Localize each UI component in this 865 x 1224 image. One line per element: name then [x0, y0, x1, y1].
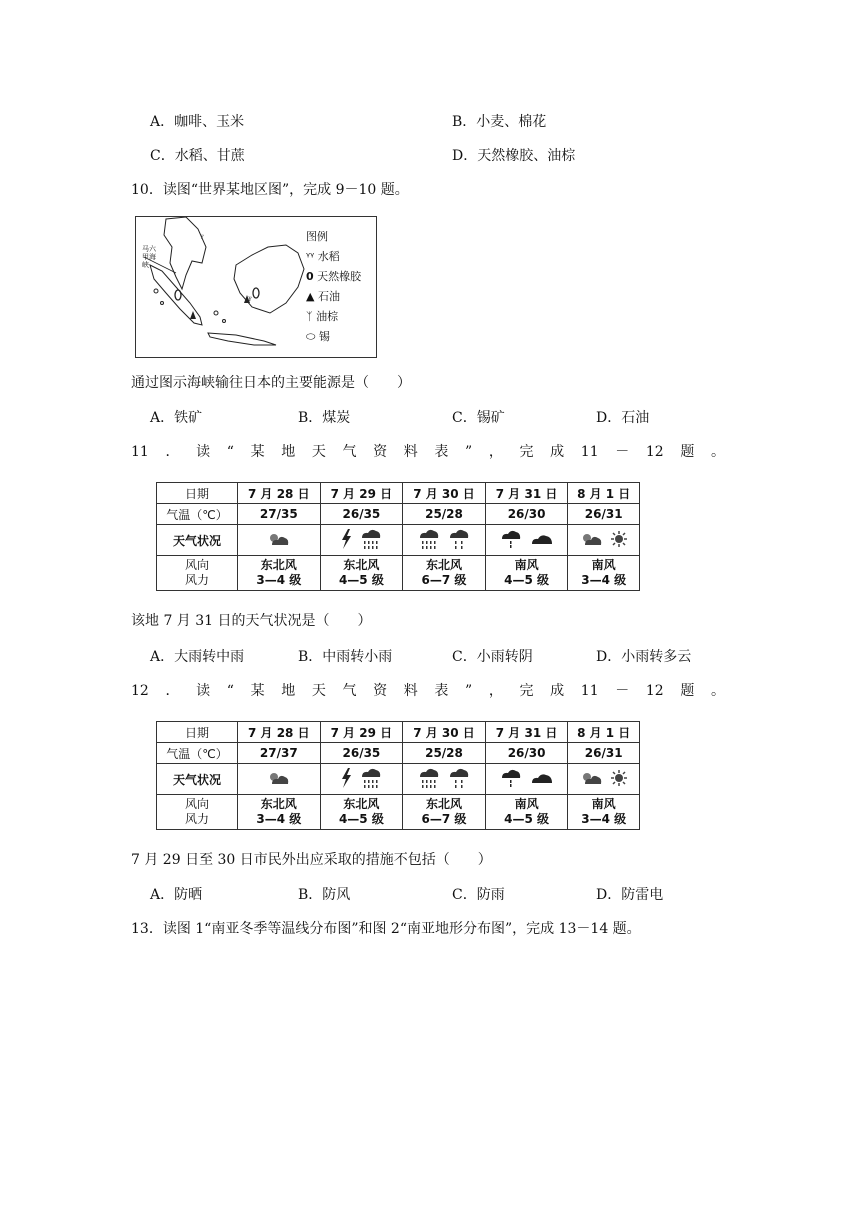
cell-temp: 26/35	[320, 743, 403, 764]
cell-wind: 南风 3—4 级	[568, 795, 640, 830]
q10-option-c[interactable]: C．锡矿	[452, 410, 505, 426]
cell-date: 8 月 1 日	[568, 722, 640, 743]
cell-temp: 27/37	[238, 743, 321, 764]
cell-wind: 东北风 3—4 级	[238, 556, 321, 591]
cell-temp: 26/30	[485, 743, 568, 764]
q12-char: 成	[550, 683, 565, 699]
q11-char: 读	[196, 444, 211, 460]
q11-char: 表	[434, 444, 449, 460]
light-rain-icon	[500, 768, 522, 791]
q12-char: ．	[165, 683, 180, 699]
q12-option-b[interactable]: B．防风	[298, 887, 351, 903]
cell-date: 7 月 29 日	[320, 722, 403, 743]
q12-char: 完	[519, 683, 534, 699]
q12-char: 12	[645, 683, 664, 699]
q12-option-d[interactable]: D．防雷电	[596, 887, 664, 903]
cell-date: 7 月 30 日	[403, 483, 486, 504]
q10-option-a[interactable]: A．铁矿	[150, 410, 203, 426]
cell-date: 7 月 29 日	[320, 483, 403, 504]
cell-weather	[403, 525, 486, 556]
q10-question: 通过图示海峡输往日本的主要能源是（ ）	[131, 375, 411, 391]
palm-icon: ᛉ	[306, 310, 313, 323]
svg-text:ᵞ: ᵞ	[248, 295, 252, 306]
header-wind: 风向 风力	[157, 556, 238, 591]
strait-label: 马六甲海峡	[142, 245, 156, 269]
lightning-icon	[340, 768, 352, 791]
cell-date: 8 月 1 日	[568, 483, 640, 504]
cell-weather	[238, 525, 321, 556]
rubber-icon: 0	[306, 270, 314, 283]
q11-char: 题	[680, 444, 695, 460]
tin-icon: ⬭	[306, 330, 316, 343]
cell-wind: 东北风 4—5 级	[320, 556, 403, 591]
q12-char: 地	[281, 683, 296, 699]
legend-tin: ⬭ 锡	[306, 330, 330, 343]
q12-char: ，	[488, 683, 503, 699]
q11-char: 资	[373, 444, 388, 460]
partly-cloudy-icon	[268, 532, 290, 549]
q13-intro: 13．读图 1“南亚冬季等温线分布图”和图 2“南亚地形分布图”，完成 13－14 题。	[131, 921, 641, 937]
q12-char: 11	[580, 683, 599, 699]
legend-rice: ᵞᵞ 水稻	[306, 250, 340, 263]
q11-char: 。	[711, 444, 725, 460]
q9-option-d[interactable]: D．天然橡胶、油棕	[452, 148, 576, 164]
q11-option-c[interactable]: C．小雨转阴	[452, 649, 533, 665]
partly-cloudy-icon	[268, 771, 290, 788]
cell-temp: 26/35	[320, 504, 403, 525]
q9-option-b[interactable]: B．小麦、棉花	[452, 114, 547, 130]
cell-wind: 东北风 6—7 级	[403, 795, 486, 830]
weather-table-1	[156, 482, 640, 591]
cell-wind: 东北风 6—7 级	[403, 556, 486, 591]
q11-char: －	[615, 444, 630, 460]
lightning-icon	[340, 529, 352, 552]
q11-option-b[interactable]: B．中雨转小雨	[298, 649, 393, 665]
heavy-rain-icon	[360, 528, 382, 553]
cell-temp: 25/28	[403, 504, 486, 525]
cell-weather	[320, 764, 403, 795]
q12-char: 气	[342, 683, 357, 699]
cell-wind: 南风 3—4 级	[568, 556, 640, 591]
q11-char: ”	[465, 444, 473, 460]
q11-intro	[131, 442, 725, 462]
oil-icon: ▲	[306, 290, 315, 303]
legend-oil: ▲ 石油	[306, 290, 340, 303]
cell-weather	[568, 764, 640, 795]
q11-char: 12	[645, 444, 664, 460]
q12-question: 7 月 29 日至 30 日市民外出应采取的措施不包括（ ）	[131, 852, 492, 868]
header-weather: 天气状况	[157, 764, 238, 795]
q12-char: “	[226, 683, 234, 699]
q11-char: 天	[311, 444, 326, 460]
q11-char: 料	[403, 444, 418, 460]
overcast-icon	[530, 772, 554, 787]
rubber-icon	[175, 290, 181, 300]
header-temp: 气温（℃）	[157, 504, 238, 525]
cell-temp: 27/35	[238, 504, 321, 525]
q11-question: 该地 7 月 31 日的天气状况是（ ）	[131, 613, 372, 629]
heavy-rain-icon	[418, 528, 440, 553]
q11-char: 成	[550, 444, 565, 460]
header-wind: 风向 风力	[157, 795, 238, 830]
rice-icon: ᵞᵞ	[306, 250, 315, 263]
header-weather: 天气状况	[157, 525, 238, 556]
q11-char: 某	[250, 444, 265, 460]
q12-char: 料	[403, 683, 418, 699]
q12-char: 某	[250, 683, 265, 699]
weather-table-2	[156, 721, 640, 830]
cell-weather	[568, 525, 640, 556]
cell-date: 7 月 31 日	[485, 483, 568, 504]
q11-option-d[interactable]: D．小雨转多云	[596, 649, 692, 665]
q12-char: 题	[680, 683, 695, 699]
q9-option-a[interactable]: A．咖啡、玉米	[150, 114, 245, 130]
cell-wind: 东北风 3—4 级	[238, 795, 321, 830]
partly-cloudy-icon	[581, 532, 603, 549]
q12-char: 资	[373, 683, 388, 699]
heavy-rain-icon	[418, 767, 440, 792]
q12-option-c[interactable]: C．防雨	[452, 887, 505, 903]
header-temp: 气温（℃）	[157, 743, 238, 764]
q11-char: 气	[342, 444, 357, 460]
q11-char: 11	[580, 444, 599, 460]
q10-option-b[interactable]: B．煤炭	[298, 410, 351, 426]
light-rain-icon	[500, 529, 522, 552]
cell-date: 7 月 28 日	[238, 483, 321, 504]
rice-icon: ᵞ	[200, 233, 204, 244]
q12-char: ”	[465, 683, 473, 699]
q11-char: 地	[281, 444, 296, 460]
sunny-icon	[611, 531, 627, 550]
q11-char: 11	[131, 444, 149, 460]
q12-intro	[131, 681, 725, 701]
sunny-icon	[611, 770, 627, 789]
q11-char: 完	[519, 444, 534, 460]
cell-weather	[238, 764, 321, 795]
cell-wind: 南风 4—5 级	[485, 795, 568, 830]
legend-title: 图例	[306, 230, 328, 243]
q9-option-c[interactable]: C．水稻、甘蔗	[150, 148, 245, 164]
q12-char: 表	[434, 683, 449, 699]
q12-option-a[interactable]: A．防晒	[150, 887, 203, 903]
q12-char: 天	[311, 683, 326, 699]
header-date: 日期	[157, 483, 238, 504]
moderate-rain-icon	[448, 767, 470, 792]
q10-option-d[interactable]: D．石油	[596, 410, 650, 426]
q10-intro: 10．读图“世界某地区图”，完成 9－10 题。	[131, 182, 409, 198]
q12-char: 读	[196, 683, 211, 699]
q11-char: ，	[488, 444, 503, 460]
cell-date: 7 月 30 日	[403, 722, 486, 743]
cell-wind: 南风 4—5 级	[485, 556, 568, 591]
q11-char: “	[226, 444, 234, 460]
world-region-map	[135, 216, 377, 358]
cell-wind: 东北风 4—5 级	[320, 795, 403, 830]
q12-char: －	[615, 683, 630, 699]
cell-temp: 26/30	[485, 504, 568, 525]
cell-temp: 26/31	[568, 743, 640, 764]
cell-weather	[485, 525, 568, 556]
overcast-icon	[530, 533, 554, 548]
heavy-rain-icon	[360, 767, 382, 792]
cell-temp: 26/31	[568, 504, 640, 525]
cell-weather	[485, 764, 568, 795]
legend-rubber: 0 天然橡胶	[306, 270, 362, 283]
header-date: 日期	[157, 722, 238, 743]
map-legend	[306, 227, 361, 347]
moderate-rain-icon	[448, 528, 470, 553]
cell-date: 7 月 31 日	[485, 722, 568, 743]
q12-char: 12	[131, 683, 149, 699]
q11-char: ．	[165, 444, 180, 460]
legend-palm: ᛉ 油棕	[306, 310, 339, 323]
cell-date: 7 月 28 日	[238, 722, 321, 743]
cell-weather	[403, 764, 486, 795]
cell-temp: 25/28	[403, 743, 486, 764]
oil-icon	[190, 311, 196, 319]
cell-weather	[320, 525, 403, 556]
q12-char: 。	[711, 683, 725, 699]
q11-option-a[interactable]: A．大雨转中雨	[150, 649, 245, 665]
partly-cloudy-icon	[581, 771, 603, 788]
